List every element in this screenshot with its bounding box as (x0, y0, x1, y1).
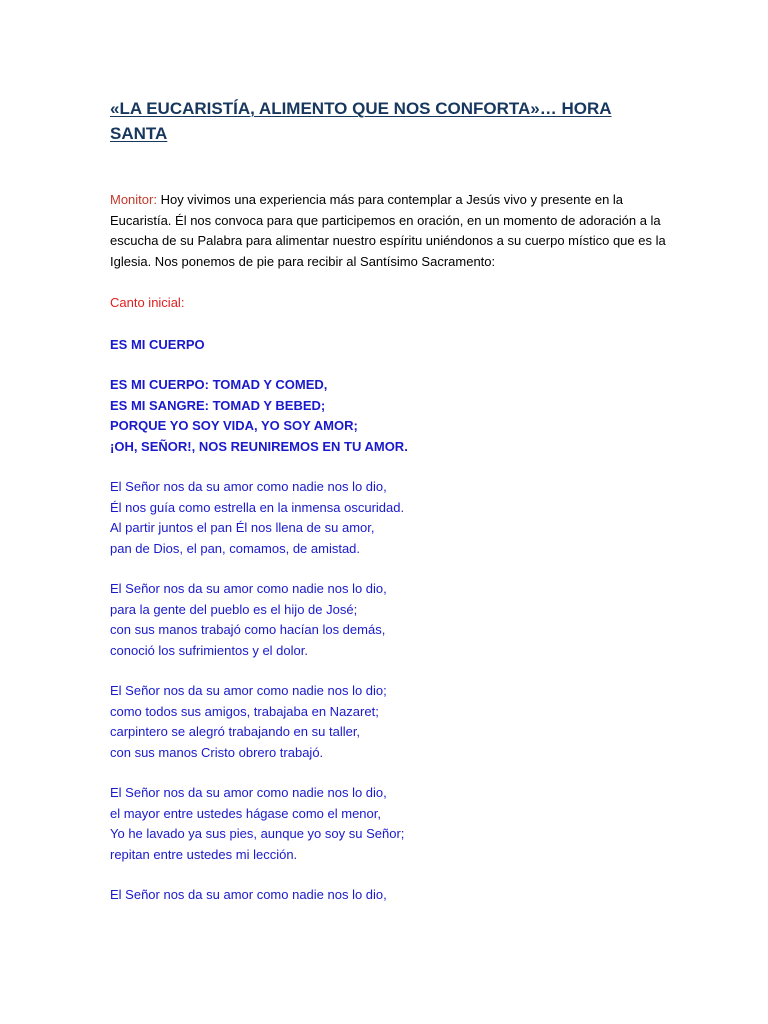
stanza-line: Él nos guía como estrella en la inmensa oscuridad. (110, 499, 405, 515)
document-page (110, 96, 670, 906)
stanza (110, 885, 670, 906)
stanza-line: con sus manos Cristo obrero trabajó. (110, 744, 324, 760)
song-title: ES MI CUERPO (110, 336, 205, 352)
canto-heading: Canto inicial: (110, 295, 185, 310)
stanza-line: como todos sus amigos, trabajaba en Nazaret; (110, 703, 379, 719)
stanza (110, 783, 670, 865)
stanza (110, 681, 670, 763)
intro-text: Hoy vivimos una experiencia más para contemplar a Jesús vivo y presente en la Eucaristía. Él nos convoca para que participemos en oración, en un momento de adoración a la escucha de su Palabra para alimentar nuestro espíritu uniéndonos a su cuerpo místico que es la Iglesia. Nos ponemos de pie para recibir al Santísimo Sacramento: (110, 192, 666, 269)
stanza-line: carpintero se alegró trabajando en su taller, (110, 724, 361, 739)
stanza-line: para la gente del pueblo es el hijo de José; (110, 601, 358, 617)
stanza-line: El Señor nos da su amor como nadie nos lo dio, (110, 785, 387, 800)
stanza-line: el mayor entre ustedes hágase como el menor, (110, 805, 381, 821)
stanza-line: El Señor nos da su amor como nadie nos lo dio, (110, 581, 387, 596)
chorus-line: ES MI CUERPO: TOMAD Y COMED, (110, 377, 328, 392)
document-title: «LA EUCARISTÍA, ALIMENTO QUE NOS CONFORTA»… HORA SANTA (110, 99, 612, 143)
stanza-line: Yo he lavado ya sus pies, aunque yo soy su Señor; (110, 826, 405, 841)
stanza-line: Al partir juntos el pan Él nos llena de su amor, (110, 520, 375, 535)
stanza-line: El Señor nos da su amor como nadie nos lo dio, (110, 887, 387, 902)
stanza-line: repitan entre ustedes mi lección. (110, 846, 298, 862)
monitor-label: Monitor: (110, 192, 157, 207)
stanza-line: pan de Dios, el pan, comamos, de amistad. (110, 540, 361, 556)
stanza-line: con sus manos trabajó como hacían los demás, (110, 622, 386, 637)
chorus-line: ES MI SANGRE: TOMAD Y BEBED; (110, 397, 326, 413)
stanza (110, 579, 670, 661)
intro-paragraph (110, 190, 670, 272)
stanza (110, 477, 670, 559)
stanza-line: El Señor nos da su amor como nadie nos lo dio; (110, 683, 387, 698)
stanza-line: conoció los sufrimientos y el dolor. (110, 642, 308, 658)
chorus-line: ¡OH, SEÑOR!, NOS REUNIREMOS EN TU AMOR. (110, 438, 408, 454)
chorus-line: PORQUE YO SOY VIDA, YO SOY AMOR; (110, 418, 358, 433)
stanza-line: El Señor nos da su amor como nadie nos lo dio, (110, 479, 387, 494)
chorus (110, 375, 670, 457)
